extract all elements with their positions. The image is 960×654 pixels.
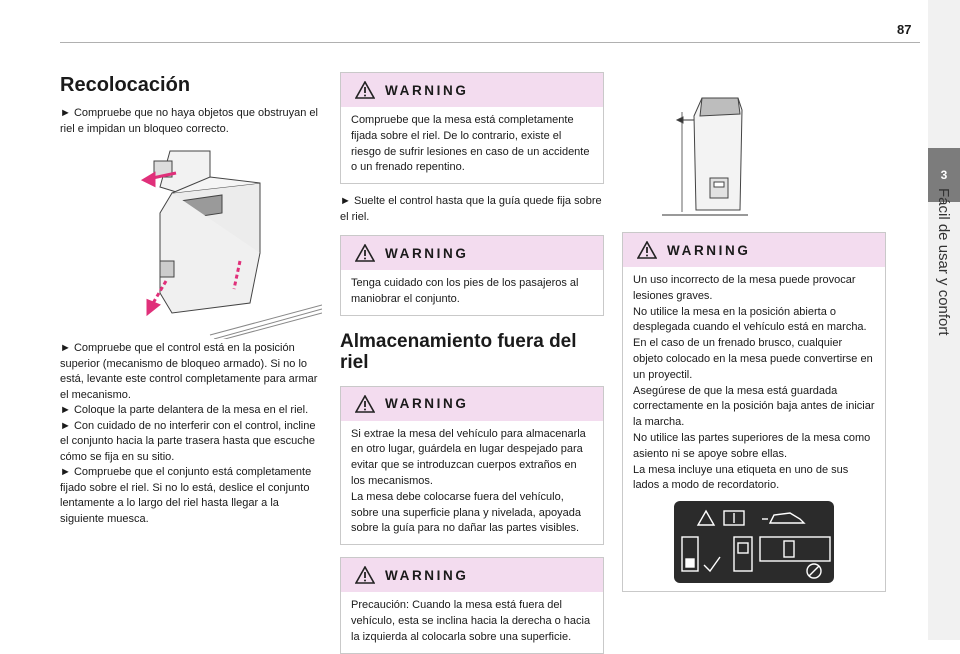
warning-header [341,558,603,592]
chapter-tab[interactable]: 3 [928,148,960,202]
warning-triangle-icon [355,81,375,99]
warning-box-2 [340,235,604,316]
warning-box-4 [340,557,604,653]
column-left [60,60,322,527]
section-heading-almacenamiento: Almacenamiento fuera del riel [340,330,577,373]
warning-text: Si extrae la mesa del vehículo para almacenarla en otro lugar, guárdela en lugar despejado para evitar que se introduzcan cuerpos extraños en los mecanismos. La mesa debe colocarse fuera del vehículo, sobre una superficie plana y nivelada, apoyada sobre la guía para no dañar las partes visibles. [351,427,586,535]
warning-title: WARNING [667,242,751,258]
warning-title: WARNING [385,396,469,412]
warning-header [341,73,603,107]
warning-header [341,236,603,270]
release-step: ► Suelte el control hasta que la guía quede fija sobre el riel. [340,195,602,223]
step-4: ► Compruebe que el conjunto está completamente fijado sobre el riel. Si no lo está, deslice el conjunto lentamente a lo largo del riel hasta llegar a la siguiente muesca. [60,466,312,525]
warning-title: WARNING [385,82,469,98]
chapter-title: Fácil de usar y confort [935,188,952,336]
warning-box-3 [340,386,604,546]
column-right [622,90,886,592]
table-rail-illustration [60,143,322,339]
step-1: ► Compruebe que el control está en la posición superior (mecanismo de bloqueo armado). Si no lo está, levante este control completamente para armar el mecanismo. [60,342,318,401]
reminder-label-pictogram [674,501,834,583]
warning-text: Un uso incorrecto de la mesa puede provocar lesiones graves. No utilice la mesa en la posición abierta o desplegada cuando el vehículo está en marcha. En el caso de un frenado brusco, cualquier objeto colocado en la mesa puede convertirse en un proyectil. Asegúrese de que la mesa está guardada correctamente en la posición baja antes de iniciar la marcha. No utilice las partes superiores de la mesa como asiento ni se apoye sobre ellas. La mesa incluye una etiqueta en uno de sus lados a modo de recordatorio. [633,274,875,492]
header-rule [60,42,920,43]
warning-text: Precaución: Cuando la mesa está fuera del vehículo, esta se inclina hacia la derecha o hacia la izquierda al colocarla sobre una superficie. [351,599,591,643]
warning-triangle-icon [355,395,375,413]
step-3: ► Con cuidado de no interferir con el control, incline el conjunto hacia la parte trasera hasta que escuche cómo se fija en su sitio. [60,419,316,463]
step-2: ► Coloque la parte delantera de la mesa en el riel. [60,404,309,416]
section-heading-recolocacion: Recolocación [60,74,191,96]
warning-title: WARNING [385,567,469,583]
column-middle [340,72,604,654]
warning-text: Tenga cuidado con los pies de los pasajeros al maniobrar el conjunto. [351,277,579,305]
warning-triangle-icon [355,244,375,262]
warning-triangle-icon [355,566,375,584]
warning-title: WARNING [385,245,469,261]
warning-header [341,387,603,421]
warning-box-1 [340,72,604,184]
intro-step: ► Compruebe que no haya objetos que obstruyan el riel e impidan un bloqueo correcto. [60,107,318,135]
warning-text: Compruebe que la mesa está completamente fijada sobre el riel. De lo contrario, existe el riesgo de sufrir lesiones en caso de un accidente o un frenado repentino. [351,114,590,174]
tilted-table-illustration [622,90,886,220]
warning-header [623,233,885,267]
page-number: 87 [897,22,912,37]
warning-box-5 [622,232,886,592]
warning-triangle-icon [637,241,657,259]
